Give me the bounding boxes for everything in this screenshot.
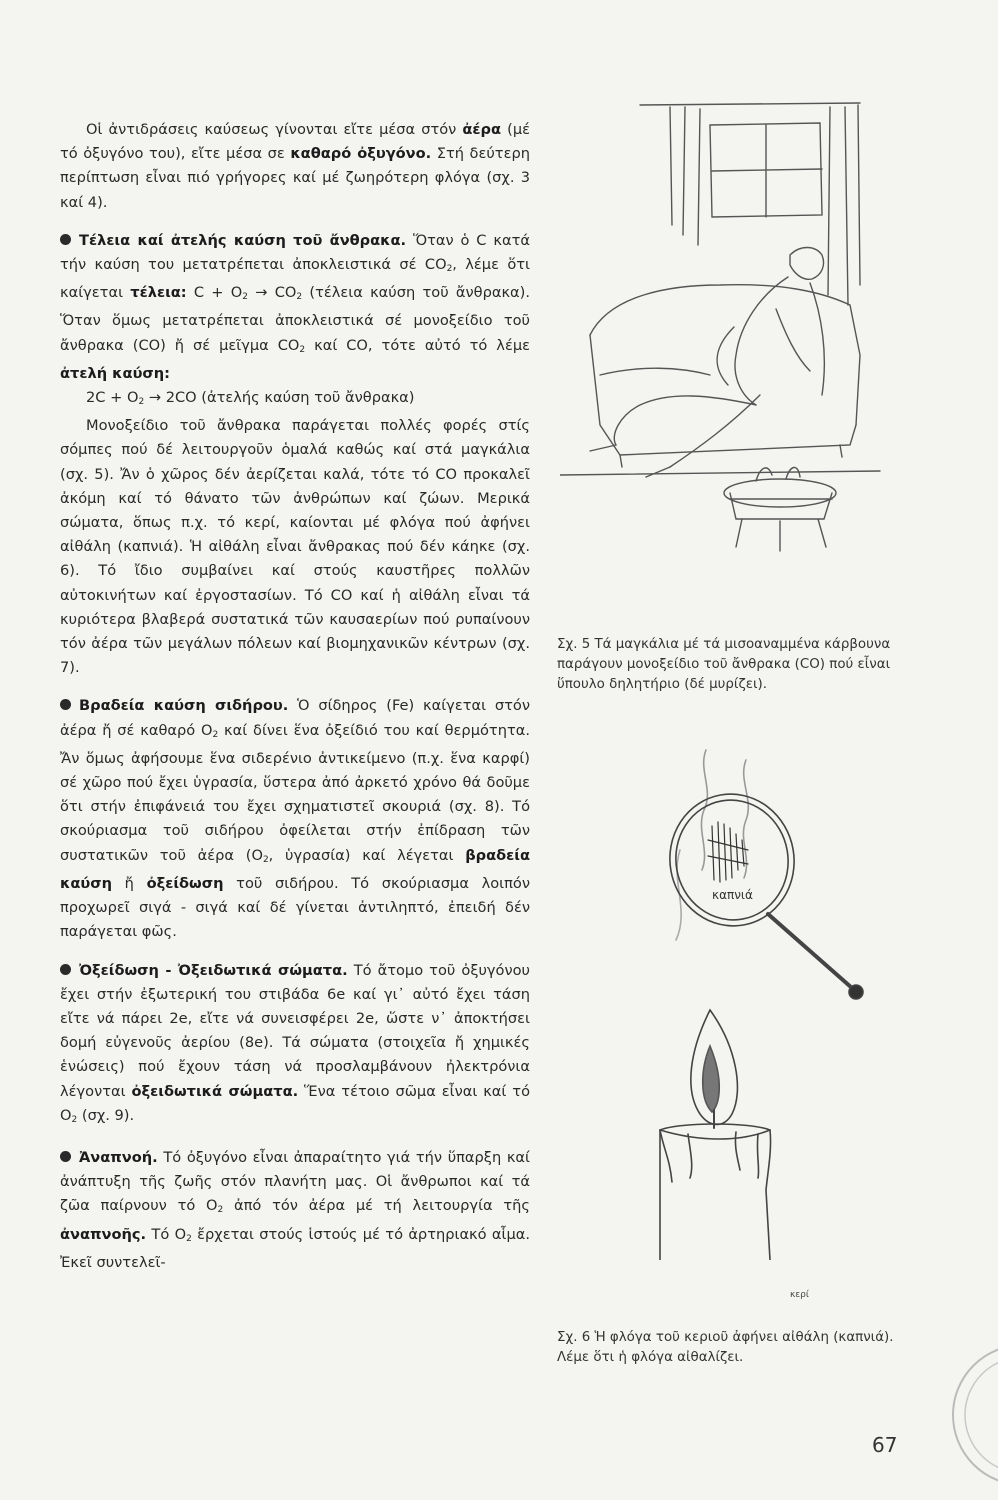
section-heading: Βραδεία καύση σιδήρου. [79,697,289,715]
section-text: , λέμε ὅτι καίγεται [60,256,530,302]
subscript: 2 [296,292,303,303]
soot-label: καπνιά [712,888,753,902]
subscript: 2 [242,292,249,303]
term-pure-oxygen: καθαρό ὀξυγόνο. [290,145,432,163]
intro-text: Στή δεύτερη περίπτωση εἶναι πιό γρήγορες καί μέ ζωηρότερη φλόγα (σχ. 3 καί 4). [60,145,530,211]
carbon-monoxide-paragraph: Μονοξείδιο τοῦ ἄνθρακα παράγεται πολλές φορές στίς σόμπες πού δέ λειτουργοῦν ὁμαλά καθώς καί στά μαγκάλια (σχ. 5). Ἄν ὁ χῶρος δέν ἀερίζεται καλά, τότε τό CO προκαλεῖ ἀκόμη καί τό θάνατο τῶν ἀνθρώπων καί ζώων. Μερικά σώματα, ὅπως π.χ. τό κερί, καίονται μέ φλόγα πού ἀφήνει αἰθάλη (καπνιά). Ἡ αἰθάλη εἶναι ἄνθρακας πού δέν κάηκε (σχ. 6). Τό ἴδιο συμβαίνει καί στούς καυστῆρες πολλῶν αὐτοκινήτων καί ἐργοστασίων. Τό CO καί ἡ αἰθάλη εἶναι τά κυριότερα βλαβερά συστατικά τῶν καυσαερίων πού ρυπαίνουν τόν ἀέρα τῶν μεγάλων πόλεων καί βιομηχανικῶν κέντρων (σχ. 7). [60,417,530,677]
section-text: καί δίνει ἕνα ὀξείδιό του καί θερμότητα. Ἄν ὅμως ἀφήσουμε ἕνα σιδερένιο ἀντικείμενο (π.χ. ἕνα καρφί) σέ χῶρο πού ἔχει ὑγρασία, ὕστερα ἀπό ἀρκετό χρόνο θά δοῦμε ὅτι στήν ἐπιφάνειά του ἔχει σχηματιστεῖ σκουριά (σχ. 8). Τό σκούριασμα τοῦ σιδήρου ὀφείλεται στήν ἐπίδραση τῶν συστατικῶν τοῦ ἀέρα (O [60,721,530,864]
equation-text: → CO [248,284,297,302]
section-respiration [60,1146,530,1275]
bullet-icon [60,964,71,975]
section-text: ἀπό τόν ἀέρα μέ τή λειτουργία τῆς [223,1197,530,1215]
term-oxidation: ὀξείδωση [146,874,224,892]
main-text-column [60,118,530,1275]
stamp-mark [928,1340,998,1490]
candle-label: κερί [790,1290,809,1300]
section-oxidation [60,959,530,1132]
section-iron-slow-combustion [60,694,530,944]
section-text: ἔρχεται στούς ἱστούς μέ τό ἀρτηριακό αἷμα. Ἐκεῖ συντελεῖ- [60,1225,531,1271]
figure-5-illustration [560,95,900,575]
equation-text: C + O [186,284,243,302]
library-stamp [928,1340,998,1494]
equation-incomplete-combustion [60,386,530,414]
term-slow-combustion: βραδεία καύση [60,846,530,892]
section-heading: Ἀναπνοή. [79,1148,158,1166]
intro-paragraph [60,118,530,215]
section-text: , ὑγρασία) καί λέγεται [268,846,466,864]
subscript: 2 [217,1205,224,1216]
bullet-icon [60,1151,71,1162]
subscript: 2 [262,854,269,865]
term-complete: τέλεια: [130,284,187,302]
figure-6-caption: Σχ. 6 Ἡ φλόγα τοῦ κεριοῦ ἀφήνει αἰθάλη (καπνιά). Λέμε ὅτι ἡ φλόγα αἰθαλίζει. [557,1330,894,1365]
subscript: 2 [299,344,306,355]
term-incomplete-combustion: ἀτελή καύση: [60,364,171,382]
section-text: (τέλεια καύση τοῦ ἄνθρακα). Ὅταν ὅμως μετατρέπεται ἀποκλειστικά σέ μονοξείδιο τοῦ ἄνθρακα (CO) ἤ σέ μεῖγμα CO [60,284,531,354]
bullet-icon [60,699,71,710]
term-respiration: ἀναπνοῆς. [60,1225,147,1243]
section-text: Τό ὀξυγόνο εἶναι ἀπαραίτητο γιά τήν ὕπαρξη καί ἀνάπτυξη τῆς ζωῆς στόν πλανήτη μας. Οἱ ἄνθρωποι καί τά ζῶα παίρνουν τό O [60,1148,530,1215]
page-number: 67 [872,1433,898,1457]
section-text: Ἕνα τέτοιο σῶμα εἶναι καί τό O [60,1082,531,1124]
equation-text: → 2CO (ἀτελής καύση τοῦ ἄνθρακα) [144,389,415,407]
subscript: 2 [186,1233,192,1244]
section-text: καί CO, τότε αὐτό τό λέμε [305,336,531,354]
figure-5-caption: Σχ. 5 Τά μαγκάλια μέ τά μισοαναμμένα κάρβουνα παράγουν μονοξείδιο τοῦ ἄνθρακα (CO) πού εἶναι ὕπουλο δηλητήριο (δέ μυρίζει). [557,637,891,692]
intro-text: (μέ τό ὀξυγόνο του), εἴτε μέσα σε [60,121,530,163]
section-text: Τό ἄτομο τοῦ ὀξυγόνου ἔχει στήν ἐξωτερική του στιβάδα 6e καί γι᾿ αὐτό ἔχει τάση εἴτε νά πάρει 2e, εἴτε νά συνεισφέρει 2e, ὥστε ν᾿ ἀποκτήσει δομή εὐγενοῦς ἀερίου (8e). Τά σώματα (στοιχεῖα ἤ χημικές ἑνώσεις) πού ἔχουν τάση νά προσλαμβάνουν ἠλεκτρόνια λέγονται [60,961,530,1100]
section-text: ἤ [112,874,147,892]
bullet-icon [60,234,71,245]
sleeping-man-brazier-drawing [560,95,900,575]
intro-text: Οἱ ἀντιδράσεις καύσεως γίνονται εἴτε μέσα στόν [86,121,463,138]
subscript: 2 [446,264,453,275]
term-air: ἀέρα [462,121,502,138]
subscript: 2 [212,729,219,740]
section-text: τοῦ σιδήρου. Τό σκούριασμα λοιπόν προχωρεῖ σιγά - σιγά καί δέ γίνεται ἀντιληπτό, ἐπειδή δέν παράγεται φῶς. [60,874,530,941]
section-heading: Ὀξείδωση - Ὀξειδωτικά σώματα. [79,961,348,979]
section-heading: Τέλεια καί ἀτελής καύση τοῦ ἄνθρακα. [79,231,407,249]
section-text: Ὅταν ὁ C κατά τήν καύση του μετατρέπεται ἀποκλειστικά σέ CO [60,231,530,274]
figure-6-illustration [640,730,880,1260]
subscript: 2 [138,397,145,408]
subscript: 2 [71,1114,78,1125]
candle-soot-drawing [640,730,880,1260]
equation-text: 2C + O [86,389,139,407]
section-text: Ὁ σίδηρος (Fe) καίγεται στόν ἀέρα ἤ σέ καθαρό O [60,697,530,739]
term-oxidizing-agents: ὀξειδωτικά σώματα. [131,1082,299,1100]
section-carbon-combustion [60,229,530,386]
section-text: (σχ. 9). [77,1106,135,1124]
section-text: Τό O [146,1225,187,1243]
